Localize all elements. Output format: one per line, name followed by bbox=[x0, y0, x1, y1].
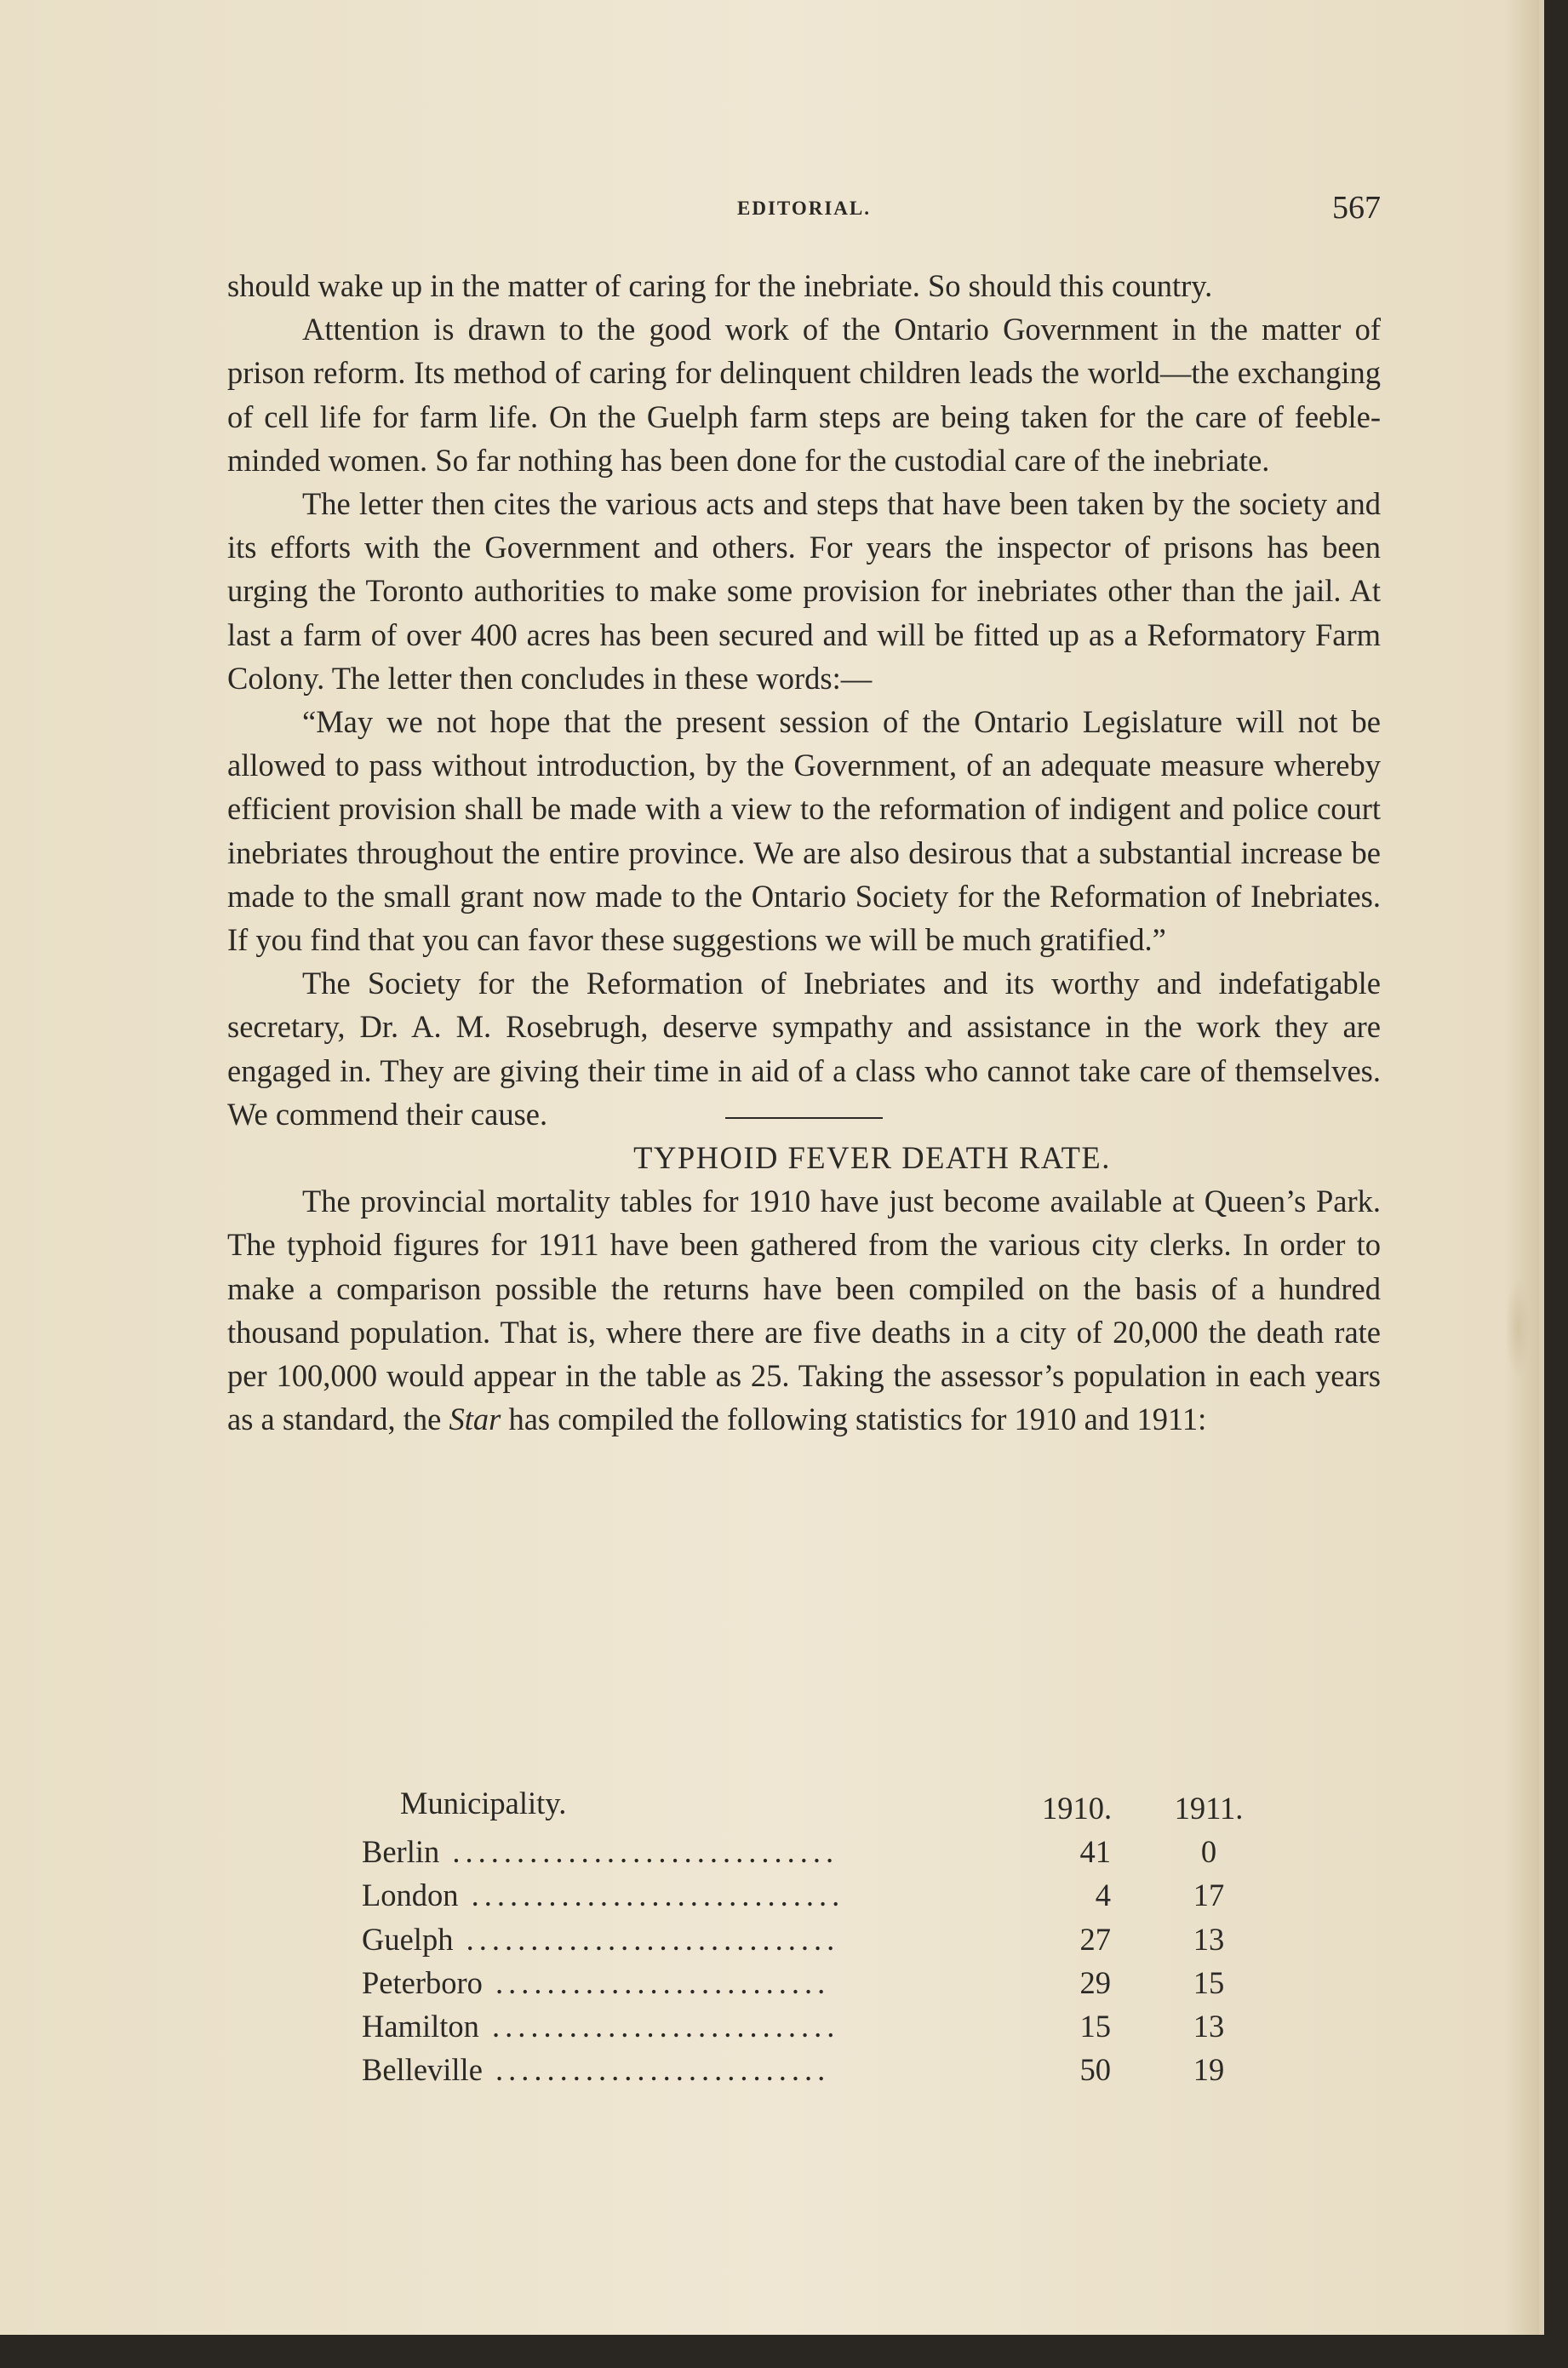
dot-leader: ............................. bbox=[453, 1921, 840, 1957]
page-number: 567 bbox=[1332, 190, 1381, 226]
municipality-name: Peterboro bbox=[362, 1964, 483, 2000]
value-1911: 13 bbox=[1193, 2008, 1225, 2044]
section-title: TYPHOID FEVER DEATH RATE. bbox=[633, 1140, 1111, 1176]
value-1910: 15 bbox=[1079, 2008, 1111, 2044]
value-1911: 17 bbox=[1193, 1878, 1225, 1913]
dot-leader: ............................. bbox=[458, 1878, 845, 1913]
header-1911: 1911. bbox=[1174, 1791, 1244, 1826]
paragraph-letter-cites: The letter then cites the various acts and steps that have been taken by the society and its efforts with the Government and others. For years the inspector of prisons has been urging the Toronto authorities to make some provision for inebriates other than the jail. At last a farm of over 400 acres has been secured and will be fitted up as a Reformatory Farm Colony. The letter then concludes in these words:— bbox=[227, 486, 1381, 696]
value-1910: 41 bbox=[1079, 1834, 1111, 1870]
table-row bbox=[362, 1873, 1264, 1917]
value-1911: 19 bbox=[1193, 2052, 1225, 2088]
municipality-name: Hamilton bbox=[362, 2008, 479, 2044]
value-1911: 13 bbox=[1193, 1921, 1225, 1957]
header-1910: 1910. bbox=[1041, 1791, 1113, 1826]
running-head: EDITORIAL. bbox=[737, 198, 871, 219]
value-1910: 27 bbox=[1079, 1921, 1111, 1957]
value-1911: 15 bbox=[1193, 1964, 1225, 2000]
municipality-name: Belleville bbox=[362, 2052, 483, 2088]
page-header bbox=[227, 189, 1381, 232]
municipality-name: London bbox=[362, 1878, 459, 1913]
value-1910: 4 bbox=[1095, 1878, 1111, 1913]
intro-text-end: has compiled the following statistics for 1910 and 1911: bbox=[501, 1402, 1207, 1437]
typhoid-statistics-table bbox=[362, 1786, 1264, 2091]
intro-text-start: The provincial mortality tables for 1910 have just become available at Queen’s Park. The typhoid figures for 1911 have been gathered from the various city clerks. In order to make a comparison possible the returns have been compiled on the basis of a hundred thousand population. That is, where there are five deaths in a city of 20,000 the death rate per 100,000 would appear in the table as 25. Taking the assessor’s population in each years as a standard, the bbox=[227, 1184, 1381, 1437]
section-divider-rule bbox=[725, 1117, 883, 1119]
municipality-name: Guelph bbox=[362, 1921, 454, 1957]
body-text bbox=[227, 264, 1381, 1441]
table-row bbox=[362, 2048, 1264, 2091]
paragraph-society-wrapper bbox=[227, 961, 1381, 1136]
paragraph-continuation: should wake up in the matter of caring for the inebriate. So should this country. bbox=[227, 268, 1213, 303]
header-municipality: Municipality. bbox=[400, 1786, 567, 1820]
paragraph-quoted-letter: “May we not hope that the present session of the Ontario Legislature will not be allowed to pass without introduction, by the Government, of an adequate measure whereby efficient provision shall be made with a view to the reformation of indigent and police court inebriates throughout the entire province. We are also desirous that a substantial increase be made to the small grant now made to the Ontario Society for the Reformation of Inebriates. If you find that you can favor these suggestions we will be much gratified.” bbox=[227, 704, 1381, 958]
table-row bbox=[362, 2004, 1264, 2048]
dot-leader: .............................. bbox=[439, 1834, 839, 1870]
dot-leader: .......................... bbox=[482, 1964, 831, 2000]
value-1911: 0 bbox=[1200, 1834, 1217, 1870]
municipality-name: Berlin bbox=[362, 1834, 440, 1870]
paragraph-typhoid-intro bbox=[227, 1179, 1381, 1441]
value-1910: 29 bbox=[1079, 1964, 1111, 2000]
table-row bbox=[362, 1918, 1264, 1961]
dot-leader: .......................... bbox=[482, 2052, 831, 2088]
paragraph-society: The Society for the Reformation of Inebriates and its worthy and indefatigable secretary, Dr. A. M. Rosebrugh, deserve sympathy and assistance in the work they are engaged in. They are giving their time in aid of a class who cannot take care of themselves. We commend their cause. bbox=[227, 966, 1381, 1132]
table-row bbox=[362, 1830, 1264, 1873]
dot-leader: ........................... bbox=[478, 2008, 840, 2044]
intro-star-title: Star bbox=[449, 1402, 501, 1437]
table-header-row bbox=[362, 1786, 1264, 1830]
page-stain bbox=[1505, 1277, 1531, 1379]
paragraph-ontario-government: Attention is drawn to the good work of the Ontario Government in the matter of prison reform. Its method of caring for delinquent children leads the world—the exchanging of cell life for farm life. On the Guelph farm steps are being taken for the care of feeble-minded women. So far nothing has been done for the custodial care of the inebriate. bbox=[227, 312, 1381, 478]
value-1910: 50 bbox=[1079, 2052, 1111, 2088]
table-row bbox=[362, 1961, 1264, 2004]
